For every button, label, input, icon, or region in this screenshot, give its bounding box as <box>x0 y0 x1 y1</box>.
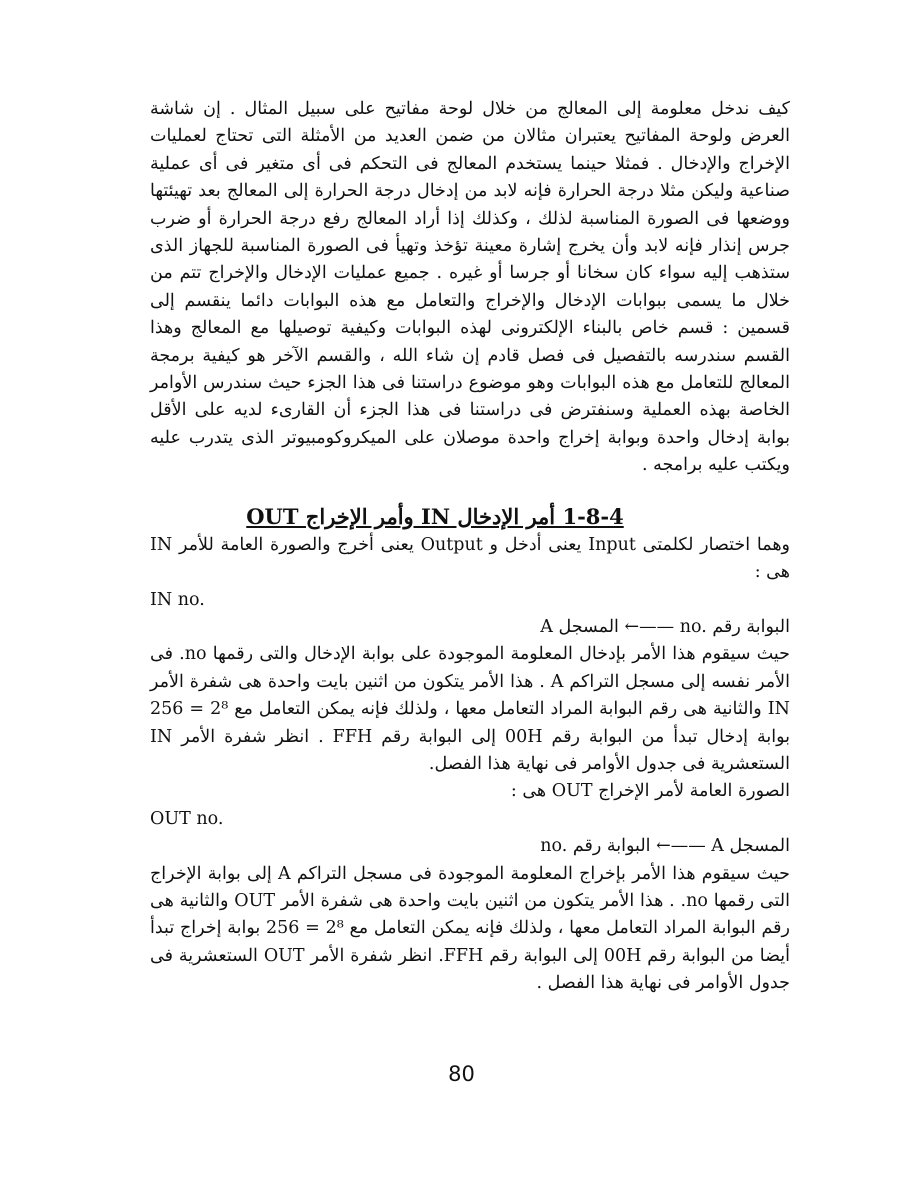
out-intro: الصورة العامة لأمر الإخراج OUT هى : <box>510 781 790 802</box>
in-arrow-line: A المسجل ←—— no. البوابة رقم <box>540 616 790 637</box>
page-body <box>150 96 790 998</box>
out-explanation: حيث سيقوم هذا الأمر بإخراج المعلومة الموجودة فى مسجل التراكم A إلى بوابة الإخراج التى رقمها no. . هذا الأمر يتكون من اثنين بايت واحدة هى شفرة الأمر OUT والثانية هى رقم البوابة المراد التعامل معها ، ولذلك فإنه يمكن التعامل مع 2⁸ = 256 بوابة إخراج تبدأ أيضا من البوابة رقم 00H إلى البوابة رقم FFH. انظر شفرة الأمر OUT الستعشرية فى جدول الأوامر فى نهاية هذا الفصل . <box>150 863 790 994</box>
section-intro: وهما اختصار لكلمتى Input يعنى أدخل و Output يعنى أخرج والصورة العامة للأمر IN هى : <box>150 534 790 583</box>
intro-paragraph: كيف ندخل معلومة إلى المعالج من خلال لوحة مفاتيح على سبيل المثال . إن شاشة العرض ولوحة المفاتيح يعتبران مثالان من ضمن العديد من الأمثلة التى تحتاج لعمليات الإخراج والإدخال . فمثلا حينما يستخدم المعالج فى التحكم فى أى متغير فى أى عملية صناعية وليكن مثلا درجة الحرارة فإنه لابد من إدخال درجة الحرارة إلى المعالج بعد تهيئتها ووضعها فى الصورة المناسبة لذلك ، وكذلك إذا أراد المعالج رفع درجة الحرارة أو ضرب جرس إنذار فإنه لابد وأن يخرج إشارة معينة تؤخذ وتهيأ فى الصورة المناسبة للجهاز الذى ستذهب إليه سواء كان سخانا أو جرسا أو غيره . جميع عمليات الإدخال والإخراج تتم من خلال ما يسمى ببوابات الإدخال والإخراج والتعامل مع هذه البوابات دائما ينقسم إلى قسمين : قسم خاص بالبناء الإلكترونى لهذه البوابات وكيفية توصيلها مع المعالج وهذا القسم سندرسه بالتفصيل فى فصل قادم إن شاء الله ، والقسم الآخر هو كيفية برمجة المعالج للتعامل مع هذه البوابات وهو موضوع دراستنا فى هذا الجزء حيث سندرس الأوامر الخاصة بهذه العملية وسنفترض فى دراستنا فى هذا الجزء أن القارىء لديه على الأقل بوابة إدخال واحدة وبوابة إخراج واحدة موصلان على الميكروكومبيوتر الذى يتدرب عليه ويكتب عليه برامجه . <box>150 99 790 476</box>
out-arrow-line: no. البوابة رقم ←—— A المسجل <box>540 836 790 857</box>
page-number: 80 <box>448 1062 475 1086</box>
in-syntax: IN no. <box>150 589 205 610</box>
in-explanation: حيث سيقوم هذا الأمر بإدخال المعلومة الموجودة على بوابة الإدخال والتى رقمها no. فى الأمر نفسه إلى مسجل التراكم A . هذا الأمر يتكون من اثنين بايت واحدة هى شفرة الأمر IN والثانية هى رقم البوابة المراد التعامل معها ، ولذلك فإنه يمكن التعامل مع 2⁸ = 256 بوابة إدخال تبدأ من البوابة رقم 00H إلى البوابة رقم FFH . انظر شفرة الأمر IN الستعشرية فى جدول الأوامر فى نهاية هذا الفصل. <box>150 644 790 774</box>
section-heading: 1-8-4 أمر الإدخال IN وأمر الإخراج OUT <box>246 503 624 529</box>
out-syntax: OUT no. <box>150 808 224 829</box>
